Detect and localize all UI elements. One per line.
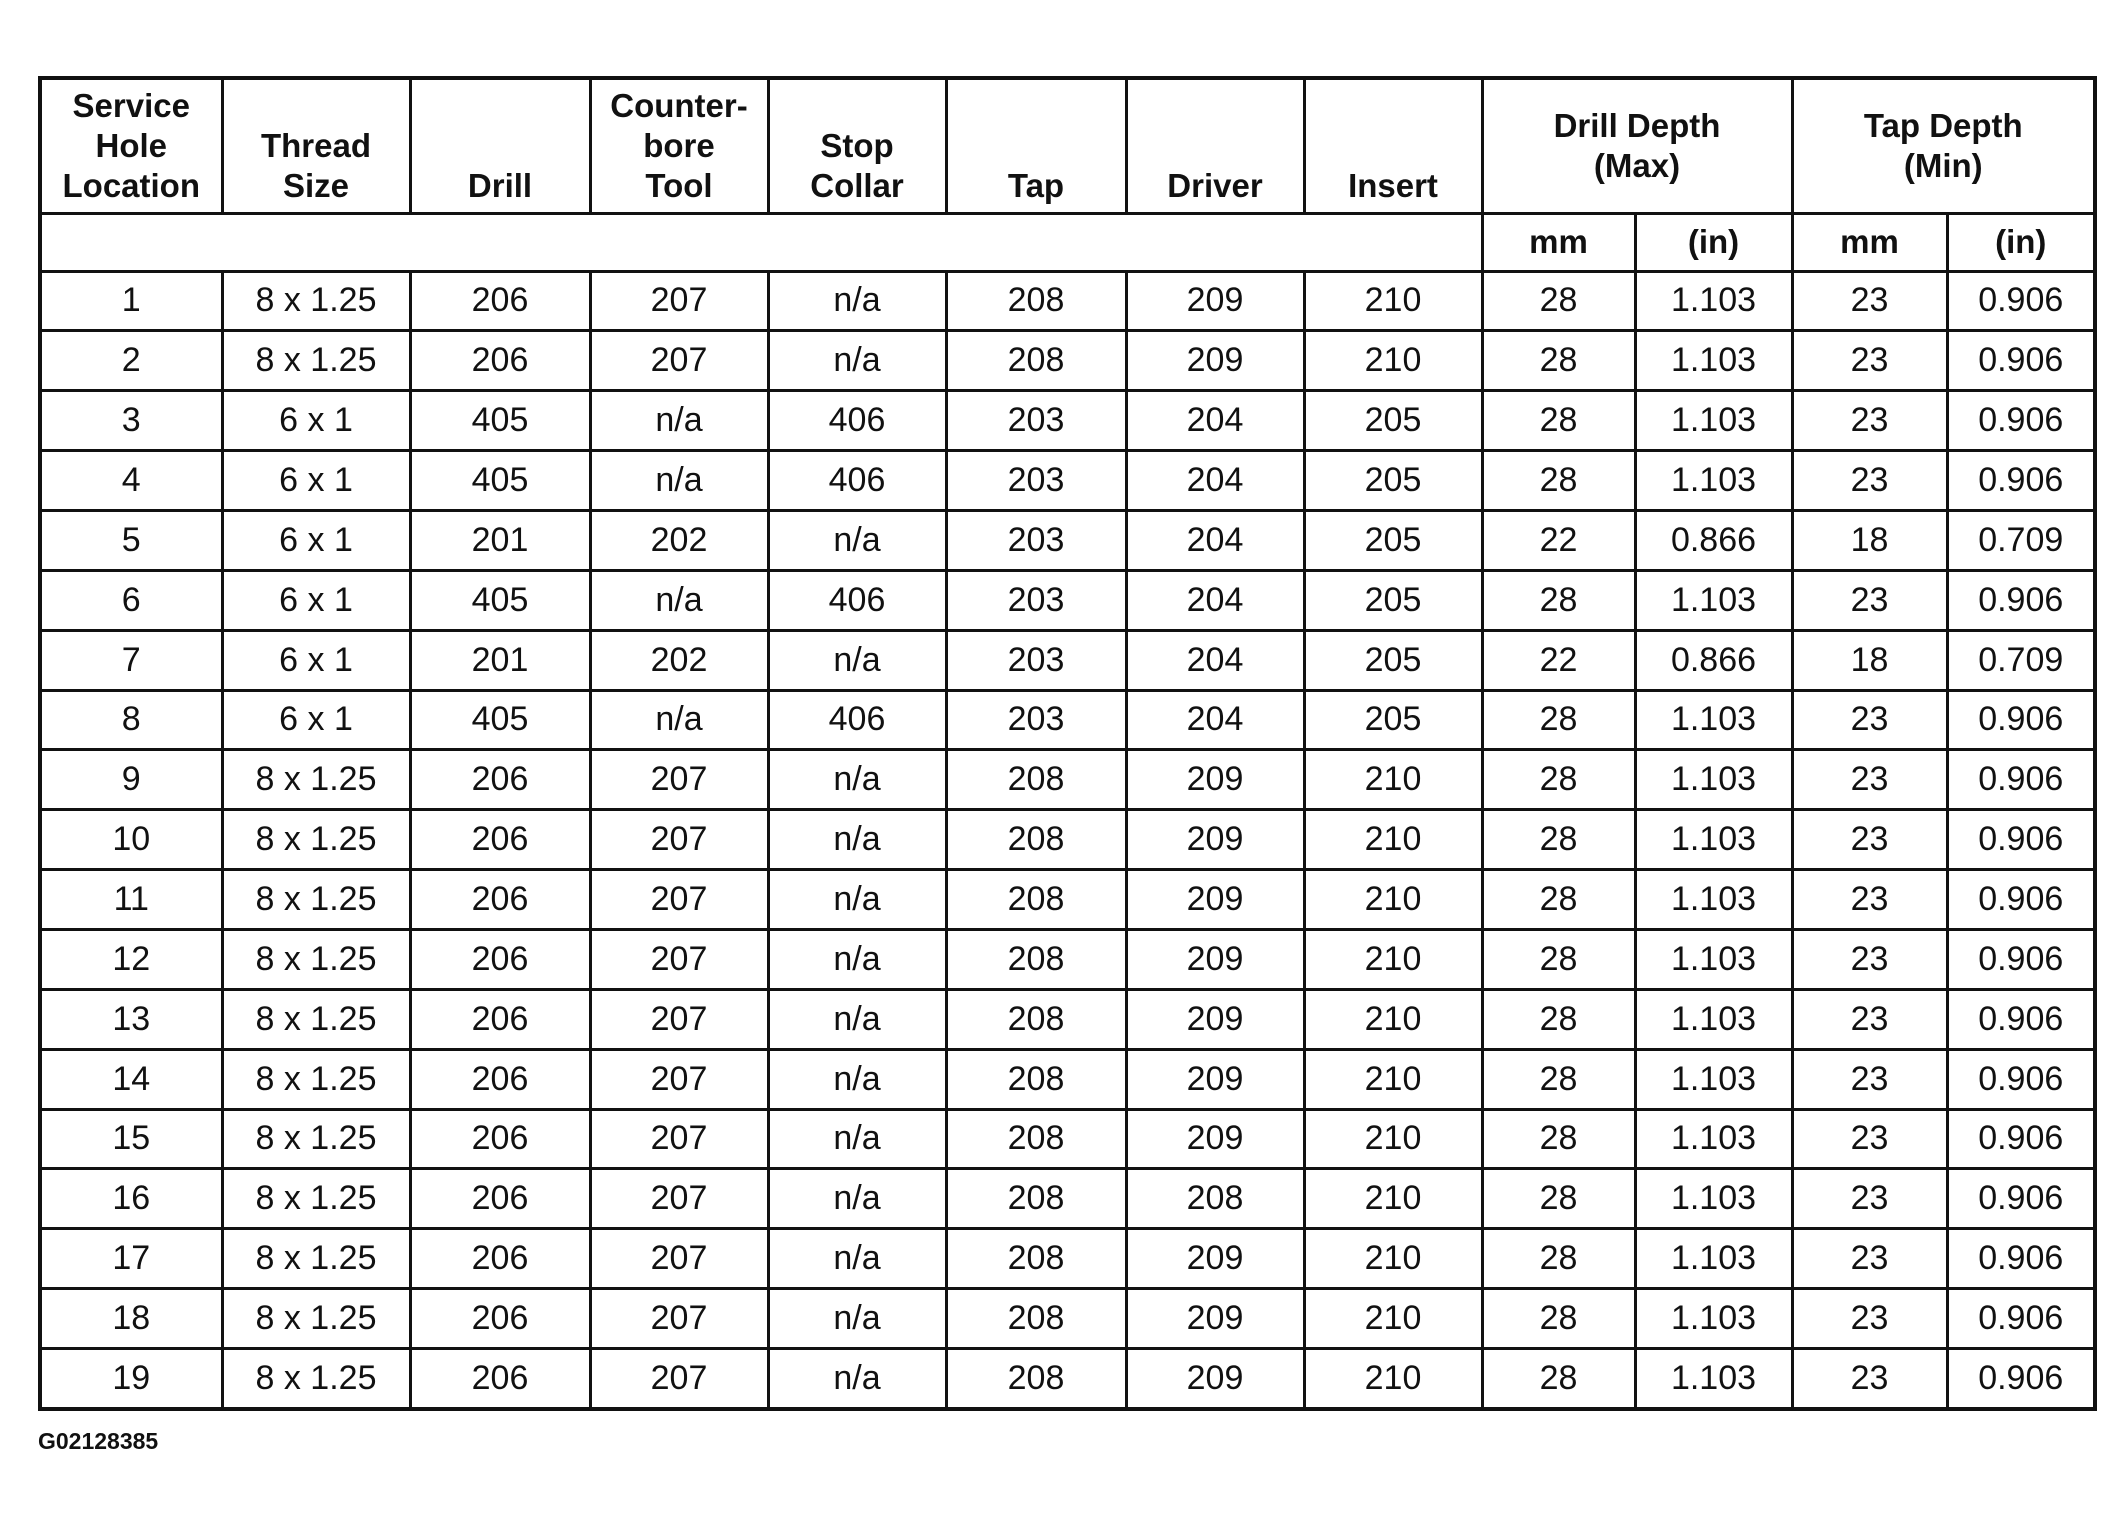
cell-stop-collar: n/a <box>768 870 946 930</box>
column-header-stop-collar: Stop Collar <box>768 78 946 213</box>
cell-stop-collar: n/a <box>768 331 946 391</box>
cell-insert: 210 <box>1304 1289 1482 1349</box>
cell-driver: 209 <box>1126 1109 1304 1169</box>
column-header-drill: Drill <box>410 78 590 213</box>
cell-tap: 208 <box>946 1229 1126 1289</box>
cell-insert: 205 <box>1304 570 1482 630</box>
cell-service-hole-location: 13 <box>40 989 222 1049</box>
cell-thread-size: 8 x 1.25 <box>222 750 410 810</box>
cell-driver: 209 <box>1126 271 1304 331</box>
cell-tap-depth-mm: 23 <box>1792 1109 1947 1169</box>
cell-tap-depth-mm: 23 <box>1792 1049 1947 1109</box>
cell-service-hole-location: 17 <box>40 1229 222 1289</box>
cell-tap-depth-in: 0.906 <box>1947 870 2095 930</box>
cell-thread-size: 8 x 1.25 <box>222 1109 410 1169</box>
cell-tap: 208 <box>946 1348 1126 1409</box>
cell-tap-depth-mm: 23 <box>1792 1348 1947 1409</box>
cell-tap: 208 <box>946 750 1126 810</box>
cell-counterbore-tool: n/a <box>590 451 768 511</box>
cell-service-hole-location: 19 <box>40 1348 222 1409</box>
cell-tap-depth-in: 0.906 <box>1947 331 2095 391</box>
cell-service-hole-location: 16 <box>40 1169 222 1229</box>
cell-thread-size: 8 x 1.25 <box>222 271 410 331</box>
cell-drill: 405 <box>410 570 590 630</box>
cell-tap-depth-in: 0.906 <box>1947 1289 2095 1349</box>
cell-insert: 210 <box>1304 870 1482 930</box>
cell-stop-collar: n/a <box>768 271 946 331</box>
table-row <box>40 1169 2095 1229</box>
cell-counterbore-tool: 207 <box>590 1109 768 1169</box>
cell-thread-size: 8 x 1.25 <box>222 1289 410 1349</box>
cell-stop-collar: 406 <box>768 570 946 630</box>
cell-service-hole-location: 14 <box>40 1049 222 1109</box>
cell-counterbore-tool: 202 <box>590 510 768 570</box>
table-body <box>40 271 2095 1409</box>
cell-insert: 210 <box>1304 929 1482 989</box>
cell-drill-depth-in: 1.103 <box>1635 1229 1792 1289</box>
cell-counterbore-tool: 207 <box>590 1049 768 1109</box>
cell-drill-depth-in: 0.866 <box>1635 630 1792 690</box>
cell-stop-collar: n/a <box>768 510 946 570</box>
cell-drill-depth-mm: 28 <box>1482 1289 1635 1349</box>
cell-drill-depth-in: 0.866 <box>1635 510 1792 570</box>
cell-tap: 208 <box>946 1169 1126 1229</box>
cell-counterbore-tool: n/a <box>590 690 768 750</box>
cell-drill-depth-in: 1.103 <box>1635 750 1792 810</box>
cell-tap-depth-in: 0.906 <box>1947 690 2095 750</box>
cell-insert: 210 <box>1304 1348 1482 1409</box>
cell-tap: 208 <box>946 810 1126 870</box>
table-row <box>40 929 2095 989</box>
cell-tap-depth-in: 0.906 <box>1947 1049 2095 1109</box>
table-row <box>40 1109 2095 1169</box>
column-header-tap-depth: Tap Depth (Min) <box>1792 78 2095 213</box>
cell-service-hole-location: 18 <box>40 1289 222 1349</box>
column-header-insert: Insert <box>1304 78 1482 213</box>
table-row <box>40 391 2095 451</box>
cell-driver: 209 <box>1126 810 1304 870</box>
cell-drill: 206 <box>410 331 590 391</box>
cell-counterbore-tool: 207 <box>590 1348 768 1409</box>
cell-counterbore-tool: 207 <box>590 331 768 391</box>
cell-thread-size: 8 x 1.25 <box>222 870 410 930</box>
cell-driver: 209 <box>1126 989 1304 1049</box>
cell-drill-depth-mm: 28 <box>1482 870 1635 930</box>
table-row <box>40 1289 2095 1349</box>
cell-insert: 205 <box>1304 690 1482 750</box>
cell-service-hole-location: 2 <box>40 331 222 391</box>
column-header-drill-depth: Drill Depth (Max) <box>1482 78 1792 213</box>
cell-service-hole-location: 10 <box>40 810 222 870</box>
cell-tap-depth-in: 0.906 <box>1947 570 2095 630</box>
cell-tap-depth-mm: 23 <box>1792 929 1947 989</box>
cell-drill-depth-mm: 22 <box>1482 510 1635 570</box>
cell-drill: 201 <box>410 630 590 690</box>
cell-service-hole-location: 7 <box>40 630 222 690</box>
cell-tap-depth-in: 0.906 <box>1947 1169 2095 1229</box>
cell-drill: 206 <box>410 1169 590 1229</box>
cell-tap: 203 <box>946 630 1126 690</box>
cell-thread-size: 6 x 1 <box>222 690 410 750</box>
cell-drill: 405 <box>410 451 590 511</box>
cell-drill-depth-mm: 28 <box>1482 331 1635 391</box>
table-row <box>40 451 2095 511</box>
cell-counterbore-tool: 207 <box>590 989 768 1049</box>
cell-thread-size: 8 x 1.25 <box>222 331 410 391</box>
cell-tap: 208 <box>946 331 1126 391</box>
table-row <box>40 510 2095 570</box>
cell-insert: 205 <box>1304 451 1482 511</box>
cell-service-hole-location: 3 <box>40 391 222 451</box>
cell-drill-depth-in: 1.103 <box>1635 570 1792 630</box>
cell-drill-depth-in: 1.103 <box>1635 271 1792 331</box>
cell-tap-depth-mm: 23 <box>1792 989 1947 1049</box>
cell-drill-depth-mm: 28 <box>1482 1169 1635 1229</box>
cell-stop-collar: n/a <box>768 1289 946 1349</box>
cell-driver: 204 <box>1126 570 1304 630</box>
cell-drill-depth-mm: 28 <box>1482 1348 1635 1409</box>
cell-thread-size: 6 x 1 <box>222 451 410 511</box>
cell-stop-collar: n/a <box>768 810 946 870</box>
cell-drill-depth-in: 1.103 <box>1635 690 1792 750</box>
unit-header-drill-in: (in) <box>1635 213 1792 271</box>
cell-tap-depth-in: 0.906 <box>1947 271 2095 331</box>
cell-thread-size: 6 x 1 <box>222 570 410 630</box>
cell-stop-collar: n/a <box>768 1229 946 1289</box>
service-hole-spec-table <box>38 76 2097 1411</box>
cell-service-hole-location: 15 <box>40 1109 222 1169</box>
cell-tap: 203 <box>946 570 1126 630</box>
cell-insert: 210 <box>1304 331 1482 391</box>
cell-driver: 204 <box>1126 451 1304 511</box>
cell-drill: 206 <box>410 271 590 331</box>
cell-drill-depth-mm: 28 <box>1482 929 1635 989</box>
cell-service-hole-location: 4 <box>40 451 222 511</box>
cell-tap: 208 <box>946 1049 1126 1109</box>
cell-tap-depth-in: 0.906 <box>1947 750 2095 810</box>
cell-stop-collar: 406 <box>768 391 946 451</box>
cell-thread-size: 6 x 1 <box>222 510 410 570</box>
cell-driver: 209 <box>1126 1049 1304 1109</box>
cell-tap-depth-in: 0.906 <box>1947 989 2095 1049</box>
cell-drill-depth-in: 1.103 <box>1635 1109 1792 1169</box>
cell-tap-depth-mm: 23 <box>1792 570 1947 630</box>
cell-stop-collar: n/a <box>768 1049 946 1109</box>
cell-tap-depth-mm: 23 <box>1792 870 1947 930</box>
cell-tap: 203 <box>946 690 1126 750</box>
table-header <box>40 78 2095 271</box>
cell-drill: 206 <box>410 870 590 930</box>
cell-driver: 209 <box>1126 331 1304 391</box>
figure-id-label: G02128385 <box>38 1428 159 1454</box>
cell-drill-depth-in: 1.103 <box>1635 810 1792 870</box>
table-row <box>40 1229 2095 1289</box>
cell-drill-depth-in: 1.103 <box>1635 1169 1792 1229</box>
cell-thread-size: 8 x 1.25 <box>222 1348 410 1409</box>
cell-tap-depth-in: 0.709 <box>1947 630 2095 690</box>
cell-tap-depth-mm: 23 <box>1792 331 1947 391</box>
column-header-counterbore-tool: Counter- bore Tool <box>590 78 768 213</box>
cell-thread-size: 8 x 1.25 <box>222 989 410 1049</box>
cell-tap-depth-mm: 23 <box>1792 1169 1947 1229</box>
cell-service-hole-location: 8 <box>40 690 222 750</box>
cell-stop-collar: 406 <box>768 451 946 511</box>
cell-counterbore-tool: 207 <box>590 750 768 810</box>
table-row <box>40 1348 2095 1409</box>
cell-stop-collar: 406 <box>768 690 946 750</box>
cell-counterbore-tool: 207 <box>590 271 768 331</box>
table-row <box>40 630 2095 690</box>
header-row <box>40 78 2095 213</box>
cell-driver: 204 <box>1126 690 1304 750</box>
cell-insert: 210 <box>1304 750 1482 810</box>
cell-service-hole-location: 9 <box>40 750 222 810</box>
cell-counterbore-tool: 202 <box>590 630 768 690</box>
cell-drill-depth-mm: 28 <box>1482 271 1635 331</box>
cell-tap-depth-mm: 23 <box>1792 810 1947 870</box>
cell-tap: 203 <box>946 451 1126 511</box>
cell-drill-depth-mm: 28 <box>1482 810 1635 870</box>
cell-insert: 210 <box>1304 1229 1482 1289</box>
cell-drill: 206 <box>410 989 590 1049</box>
cell-thread-size: 6 x 1 <box>222 391 410 451</box>
table-row <box>40 331 2095 391</box>
cell-counterbore-tool: n/a <box>590 391 768 451</box>
cell-insert: 210 <box>1304 1049 1482 1109</box>
cell-counterbore-tool: 207 <box>590 1229 768 1289</box>
cell-tap-depth-in: 0.906 <box>1947 451 2095 511</box>
cell-tap-depth-in: 0.906 <box>1947 1109 2095 1169</box>
cell-driver: 209 <box>1126 870 1304 930</box>
cell-stop-collar: n/a <box>768 630 946 690</box>
cell-drill: 206 <box>410 750 590 810</box>
cell-tap: 208 <box>946 929 1126 989</box>
cell-tap-depth-in: 0.906 <box>1947 391 2095 451</box>
cell-tap-depth-in: 0.906 <box>1947 1348 2095 1409</box>
cell-driver: 204 <box>1126 630 1304 690</box>
cell-tap-depth-mm: 18 <box>1792 510 1947 570</box>
cell-stop-collar: n/a <box>768 989 946 1049</box>
cell-tap-depth-mm: 23 <box>1792 391 1947 451</box>
cell-driver: 208 <box>1126 1169 1304 1229</box>
cell-tap-depth-mm: 23 <box>1792 271 1947 331</box>
cell-tap: 208 <box>946 1289 1126 1349</box>
cell-tap-depth-mm: 23 <box>1792 750 1947 810</box>
cell-stop-collar: n/a <box>768 1109 946 1169</box>
cell-counterbore-tool: 207 <box>590 1289 768 1349</box>
cell-drill: 206 <box>410 1109 590 1169</box>
table-row <box>40 989 2095 1049</box>
cell-drill-depth-in: 1.103 <box>1635 929 1792 989</box>
column-header-tap: Tap <box>946 78 1126 213</box>
table-row <box>40 690 2095 750</box>
cell-drill: 405 <box>410 391 590 451</box>
cell-drill-depth-in: 1.103 <box>1635 391 1792 451</box>
cell-drill-depth-mm: 28 <box>1482 570 1635 630</box>
cell-counterbore-tool: 207 <box>590 870 768 930</box>
cell-drill: 206 <box>410 929 590 989</box>
cell-counterbore-tool: 207 <box>590 929 768 989</box>
cell-drill-depth-in: 1.103 <box>1635 331 1792 391</box>
cell-tap: 208 <box>946 271 1126 331</box>
cell-tap-depth-in: 0.709 <box>1947 510 2095 570</box>
cell-thread-size: 6 x 1 <box>222 630 410 690</box>
cell-drill-depth-in: 1.103 <box>1635 1289 1792 1349</box>
cell-tap-depth-in: 0.906 <box>1947 929 2095 989</box>
cell-drill: 206 <box>410 1289 590 1349</box>
unit-header-tap-in: (in) <box>1947 213 2095 271</box>
cell-counterbore-tool: n/a <box>590 570 768 630</box>
cell-insert: 205 <box>1304 630 1482 690</box>
cell-insert: 205 <box>1304 391 1482 451</box>
cell-tap-depth-mm: 23 <box>1792 1229 1947 1289</box>
cell-counterbore-tool: 207 <box>590 1169 768 1229</box>
cell-service-hole-location: 11 <box>40 870 222 930</box>
cell-thread-size: 8 x 1.25 <box>222 810 410 870</box>
cell-drill-depth-mm: 28 <box>1482 1109 1635 1169</box>
cell-thread-size: 8 x 1.25 <box>222 1049 410 1109</box>
cell-stop-collar: n/a <box>768 1348 946 1409</box>
cell-insert: 210 <box>1304 810 1482 870</box>
cell-insert: 210 <box>1304 989 1482 1049</box>
cell-tap: 203 <box>946 391 1126 451</box>
cell-drill-depth-mm: 28 <box>1482 690 1635 750</box>
cell-drill-depth-mm: 28 <box>1482 1049 1635 1109</box>
unit-header-drill-mm: mm <box>1482 213 1635 271</box>
cell-tap: 208 <box>946 989 1126 1049</box>
table-row <box>40 271 2095 331</box>
cell-drill-depth-mm: 22 <box>1482 630 1635 690</box>
unit-header-row <box>40 213 2095 271</box>
cell-thread-size: 8 x 1.25 <box>222 929 410 989</box>
cell-insert: 210 <box>1304 1169 1482 1229</box>
cell-stop-collar: n/a <box>768 750 946 810</box>
cell-drill-depth-mm: 28 <box>1482 451 1635 511</box>
cell-driver: 209 <box>1126 1348 1304 1409</box>
cell-drill: 206 <box>410 1229 590 1289</box>
column-header-service-hole-location: Service Hole Location <box>40 78 222 213</box>
cell-service-hole-location: 6 <box>40 570 222 630</box>
cell-driver: 209 <box>1126 929 1304 989</box>
column-header-driver: Driver <box>1126 78 1304 213</box>
cell-stop-collar: n/a <box>768 1169 946 1229</box>
cell-drill: 405 <box>410 690 590 750</box>
cell-drill-depth-mm: 28 <box>1482 750 1635 810</box>
cell-driver: 209 <box>1126 1229 1304 1289</box>
cell-driver: 204 <box>1126 510 1304 570</box>
cell-service-hole-location: 5 <box>40 510 222 570</box>
table-row <box>40 750 2095 810</box>
cell-driver: 204 <box>1126 391 1304 451</box>
table-row <box>40 810 2095 870</box>
cell-tap-depth-mm: 18 <box>1792 630 1947 690</box>
cell-service-hole-location: 12 <box>40 929 222 989</box>
cell-thread-size: 8 x 1.25 <box>222 1229 410 1289</box>
cell-tap-depth-in: 0.906 <box>1947 1229 2095 1289</box>
cell-insert: 210 <box>1304 1109 1482 1169</box>
cell-insert: 210 <box>1304 271 1482 331</box>
cell-tap: 208 <box>946 1109 1126 1169</box>
unit-row-blank <box>40 213 1482 271</box>
cell-drill: 206 <box>410 1049 590 1109</box>
cell-drill-depth-in: 1.103 <box>1635 1049 1792 1109</box>
cell-driver: 209 <box>1126 1289 1304 1349</box>
cell-drill: 206 <box>410 1348 590 1409</box>
cell-drill-depth-in: 1.103 <box>1635 451 1792 511</box>
cell-tap: 208 <box>946 870 1126 930</box>
cell-thread-size: 8 x 1.25 <box>222 1169 410 1229</box>
cell-service-hole-location: 1 <box>40 271 222 331</box>
cell-drill-depth-mm: 28 <box>1482 1229 1635 1289</box>
table-row <box>40 1049 2095 1109</box>
column-header-thread-size: Thread Size <box>222 78 410 213</box>
cell-tap-depth-mm: 23 <box>1792 1289 1947 1349</box>
cell-drill-depth-in: 1.103 <box>1635 1348 1792 1409</box>
cell-tap: 203 <box>946 510 1126 570</box>
cell-stop-collar: n/a <box>768 929 946 989</box>
cell-drill: 206 <box>410 810 590 870</box>
cell-drill-depth-in: 1.103 <box>1635 870 1792 930</box>
cell-drill-depth-in: 1.103 <box>1635 989 1792 1049</box>
cell-tap-depth-mm: 23 <box>1792 690 1947 750</box>
table-row <box>40 870 2095 930</box>
cell-insert: 205 <box>1304 510 1482 570</box>
cell-driver: 209 <box>1126 750 1304 810</box>
cell-tap-depth-in: 0.906 <box>1947 810 2095 870</box>
cell-drill: 201 <box>410 510 590 570</box>
unit-header-tap-mm: mm <box>1792 213 1947 271</box>
table-row <box>40 570 2095 630</box>
cell-counterbore-tool: 207 <box>590 810 768 870</box>
cell-tap-depth-mm: 23 <box>1792 451 1947 511</box>
cell-drill-depth-mm: 28 <box>1482 989 1635 1049</box>
cell-drill-depth-mm: 28 <box>1482 391 1635 451</box>
